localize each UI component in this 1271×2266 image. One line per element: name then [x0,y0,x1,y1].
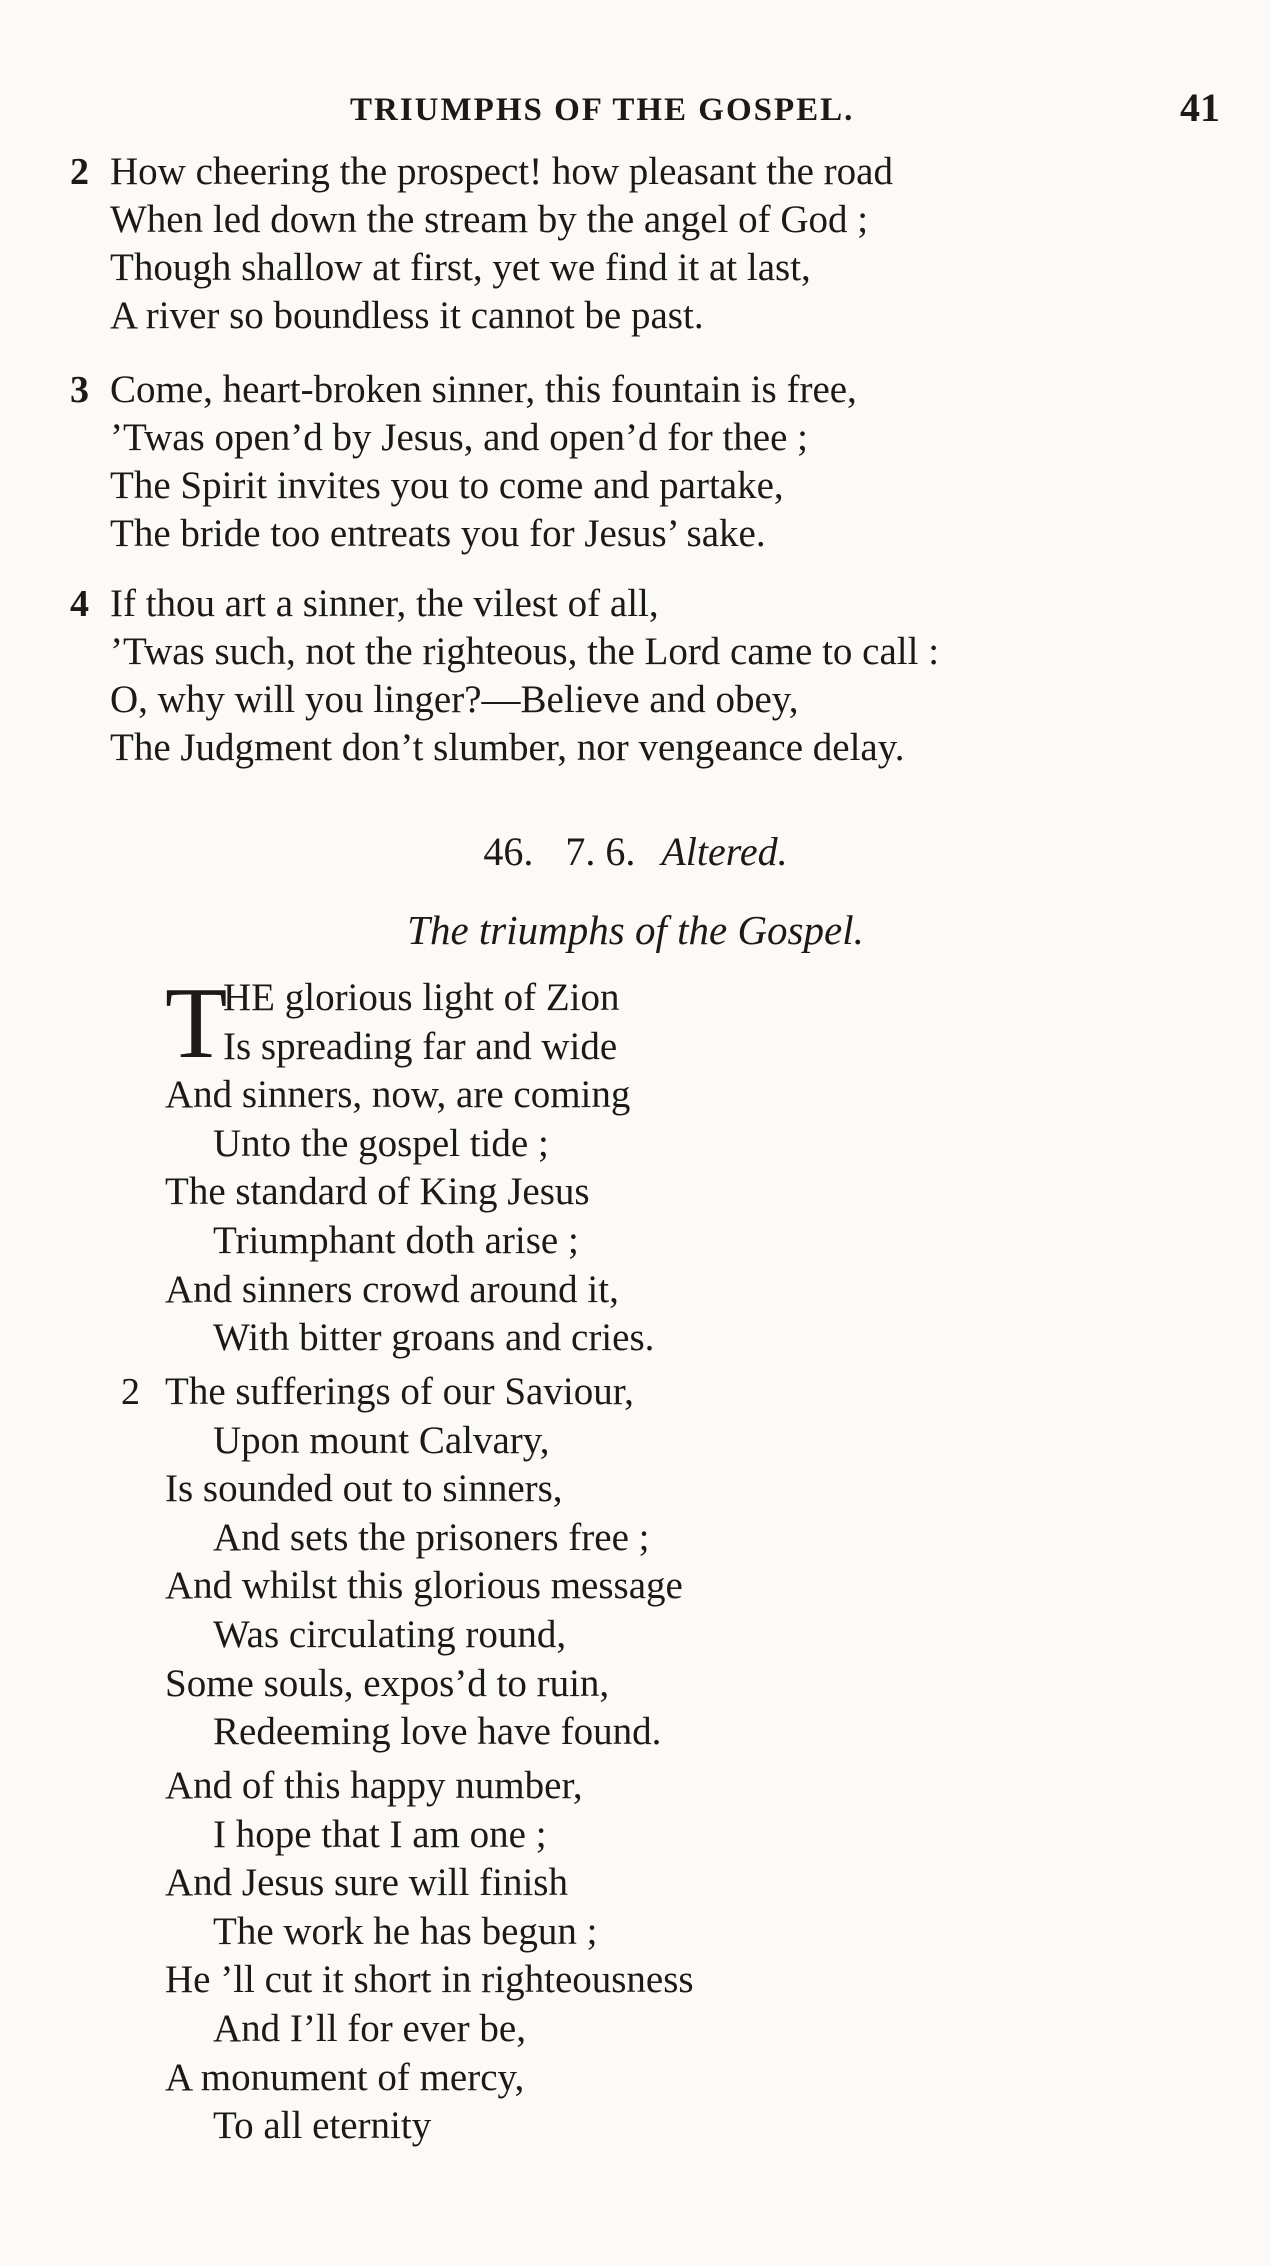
hymn46-stanza-2 [121,1368,1065,1757]
page-number: 41 [1180,85,1220,130]
hymn45-stanza-4 [70,580,1230,772]
hymn46-stanza-1 [165,967,1065,1363]
hymn45-stanza-3 [70,366,1230,558]
verse-line: He ’ll cut it short in righteousness [165,1958,694,2002]
verse-line: Was circulating round, [213,1612,567,1656]
verse-line: And I’ll for ever be, [213,2006,526,2050]
verse-line: And sinners crowd around it, [165,1267,619,1311]
stanza-number: 2 [70,151,89,193]
verse-line: Some souls, expos’d to ruin, [165,1661,610,1705]
verse-line: And sets the prisoners free ; [213,1515,650,1559]
verse-line: And of this happy number, [165,1764,583,1807]
verse-line: To all eternity [213,2104,432,2148]
verse-line: Triumphant doth arise ; [213,1218,579,1262]
stanza-number: 4 [70,583,89,625]
hymn-number: 46. [483,829,534,874]
verse-line: And Jesus sure will finish [165,1861,568,1905]
verse-line: Is spreading far and wide [223,1024,618,1068]
hymn-meter: 7. 6. [565,829,636,874]
verse-line: Redeeming love have found. [213,1710,662,1754]
hymn-note: Altered. [661,829,788,874]
stanza-number: 3 [70,369,89,411]
drop-cap: T [165,967,228,1080]
verse-line: How cheering the prospect! how pleasant the road [110,150,893,193]
hymn-title: The triumphs of the Gospel. [407,907,864,953]
verse-line: A river so boundless it cannot be past. [110,294,704,337]
verse-line: O, why will you linger?—Believe and obey, [110,678,799,721]
verse-line: If thou art a sinner, the vilest of all, [110,582,659,625]
running-title: TRIUMPHS OF THE GOSPEL. [350,92,855,128]
hymn46-stanza-3 [165,1762,1065,2151]
verse-line: Come, heart-broken sinner, this fountain is free, [110,368,857,411]
verse-line: I hope that I am one ; [213,1812,547,1856]
verse-line: Unto the gospel tide ; [213,1121,549,1165]
running-header [0,85,1271,136]
verse-line: The Judgment don’t slumber, nor vengeance delay. [110,726,905,769]
verse-line: The standard of King Jesus [165,1170,590,1214]
verse-line: The sufferings of our Saviour, [165,1370,634,1413]
verse-line: HE glorious light of Zion [223,976,620,1019]
verse-line: And sinners, now, are coming [165,1073,631,1117]
hymn-heading [0,828,1271,875]
verse-line: The Spirit invites you to come and partake, [110,464,784,507]
verse-line: ’Twas open’d by Jesus, and open’d for thee ; [110,416,809,459]
verse-line: Though shallow at first, yet we find it at last, [110,246,811,289]
verse-line: When led down the stream by the angel of God ; [110,198,869,241]
verse-line: ’Twas such, not the righteous, the Lord came to call : [110,630,940,673]
verse-line: And whilst this glorious message [165,1564,683,1608]
verse-line: A monument of mercy, [165,2055,525,2099]
verse-line: The bride too entreats you for Jesus’ sake. [110,512,766,555]
verse-line: Is sounded out to sinners, [165,1467,563,1511]
verse-line: Upon mount Calvary, [213,1418,550,1462]
stanza-number: 2 [121,1371,140,1413]
verse-line: The work he has begun ; [213,1909,598,1953]
hymn45-stanza-2 [70,148,1230,340]
verse-line: With bitter groans and cries. [213,1316,655,1360]
